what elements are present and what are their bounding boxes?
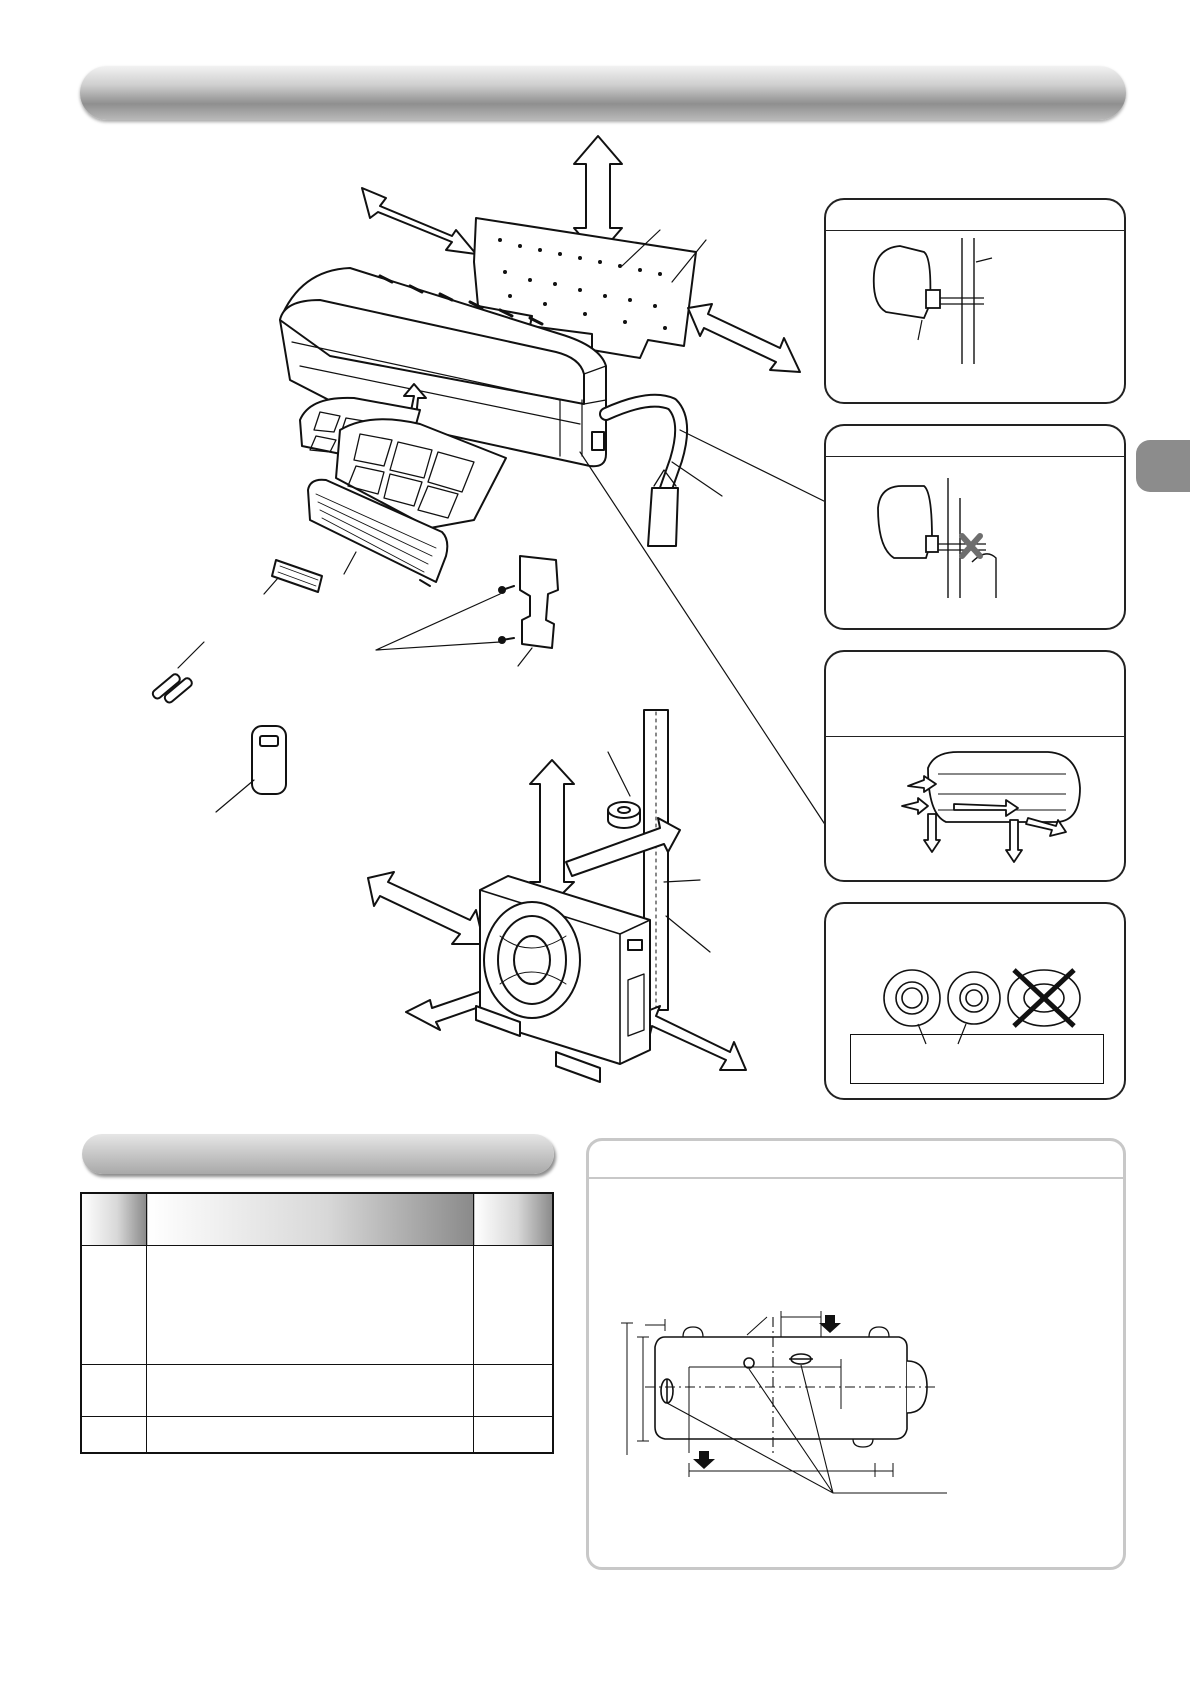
table-cell [474, 1364, 554, 1417]
detail-panel-header [826, 426, 1124, 457]
batteries-icon [151, 673, 193, 704]
detail-panel-wall-clearance [824, 198, 1126, 404]
remote-holder-icon [520, 556, 558, 648]
outdoor-clearance-arrow-left-icon [368, 872, 484, 944]
refrigerant-pipes-icon [606, 401, 681, 546]
table-cell [474, 1245, 554, 1364]
clearance-arrow-right-icon [688, 304, 800, 372]
prohibited-x-icon [962, 536, 980, 556]
remote-control-icon [252, 726, 286, 794]
mounting-plate-panel [586, 1138, 1126, 1570]
detail-panel-piping-directions [824, 650, 1126, 882]
mounting-plate-outline-icon [621, 1317, 951, 1517]
table-cell [81, 1245, 147, 1364]
mounting-plate-panel-header [589, 1141, 1123, 1179]
screw-icon [499, 586, 514, 643]
accessories-table [80, 1192, 554, 1454]
outdoor-clearance-arrow-up-icon [530, 760, 574, 904]
insulation-note-box [850, 1034, 1104, 1084]
table-header-cell [81, 1193, 147, 1245]
table-cell [147, 1417, 474, 1453]
tape-roll-icon [608, 802, 640, 828]
table-header-row [81, 1193, 553, 1245]
page-side-tab [1136, 440, 1190, 492]
table-cell [474, 1417, 554, 1453]
installation-exploded-illustration [0, 0, 820, 1110]
small-deodorizing-filter-icon [272, 560, 322, 592]
table-header-cell [147, 1193, 474, 1245]
outdoor-clearance-arrow-diag-icon [640, 1006, 746, 1070]
indoor-unit-side-icon [866, 234, 996, 364]
table-cell [147, 1364, 474, 1417]
indoor-unit-side-icon [876, 478, 1056, 598]
table-cell [81, 1364, 147, 1417]
outdoor-unit-icon [476, 876, 650, 1082]
detail-panel-no-obstruction [824, 424, 1126, 630]
table-cell [81, 1417, 147, 1453]
table-row [81, 1245, 553, 1364]
detail-panel-header [826, 652, 1124, 737]
table-header-cell [474, 1193, 554, 1245]
detail-panel-header [826, 200, 1124, 231]
accessories-header-bar [82, 1134, 554, 1174]
table-cell [147, 1245, 474, 1364]
piping-direction-arrows-icon [898, 744, 1088, 870]
clearance-arrow-left-icon [362, 188, 476, 254]
table-row [81, 1417, 553, 1453]
detail-panel-insulation [824, 902, 1126, 1100]
table-row [81, 1364, 553, 1417]
